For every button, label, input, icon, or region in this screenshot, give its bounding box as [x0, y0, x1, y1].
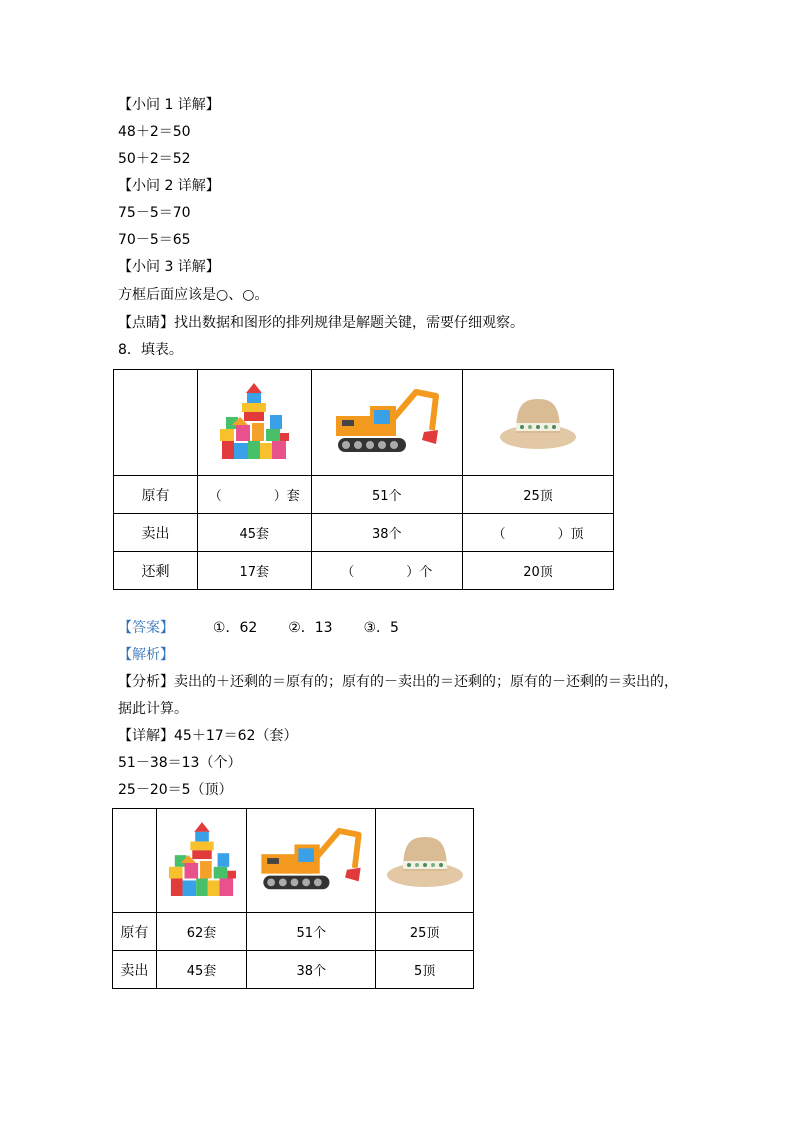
table-cell: 38个 [247, 951, 376, 989]
table-row [114, 552, 614, 590]
table-cell: （ ）顶 [462, 514, 613, 552]
row-label: 卖出 [113, 951, 157, 989]
toy-blocks-icon [167, 820, 237, 902]
table-cell: （ ）套 [198, 476, 312, 514]
detail-3: 25－20＝5（顶） [118, 782, 233, 798]
table-row [113, 913, 474, 951]
table-row [113, 951, 474, 989]
question-table [113, 369, 614, 590]
answer-line [118, 619, 399, 637]
row-label: 还剩 [114, 552, 198, 590]
table-cell: 20顶 [462, 552, 613, 590]
straw-hat-icon [385, 831, 465, 891]
sub2-step-a: 75－5＝70 [118, 205, 191, 221]
answer-3: ③．5 [363, 620, 399, 636]
straw-hat-icon [498, 393, 578, 453]
table-cell: 17套 [198, 552, 312, 590]
empty-header-cell [114, 370, 198, 476]
analysis-tag: 【解析】 [118, 647, 174, 663]
table-cell: 38个 [311, 514, 462, 552]
sub1-step-b: 50＋2＝52 [118, 151, 191, 167]
excavator-icon [332, 386, 442, 460]
table-cell: 45套 [198, 514, 312, 552]
table-cell: （ ）个 [311, 552, 462, 590]
row-label: 原有 [114, 476, 198, 514]
table-cell: 51个 [247, 913, 376, 951]
row-label: 卖出 [114, 514, 198, 552]
excavator-icon [257, 825, 365, 897]
table-cell: 45套 [156, 951, 247, 989]
analysis-text-2: 据此计算。 [118, 701, 188, 717]
detail-2: 51－38＝13（个） [118, 755, 242, 771]
table-row [114, 476, 614, 514]
toy-blocks-icon [218, 381, 290, 465]
table-cell: 51个 [311, 476, 462, 514]
empty-header-cell [113, 809, 157, 913]
answer-table [112, 808, 474, 989]
table-row [114, 514, 614, 552]
tip-text: 【点睛】找出数据和图形的排列规律是解题关键，需要仔细观察。 [118, 315, 524, 331]
row-label: 原有 [113, 913, 157, 951]
table-cell: 5顶 [376, 951, 474, 989]
sub2-title: 【小问 2 详解】 [118, 178, 220, 194]
answer-1: ①．62 [212, 620, 258, 636]
sub3-title: 【小问 3 详解】 [118, 259, 220, 275]
sub3-answer: 方框后面应该是○、○。 [118, 287, 269, 303]
sub1-title: 【小问 1 详解】 [118, 97, 220, 113]
question-8: 8．填表。 [118, 342, 183, 358]
sub1-step-a: 48＋2＝50 [118, 124, 191, 140]
analysis-text-1: 【分析】卖出的＋还剩的＝原有的；原有的－卖出的＝还剩的；原有的－还剩的＝卖出的， [118, 674, 678, 690]
sub2-step-b: 70－5＝65 [118, 232, 191, 248]
table-cell: 62套 [156, 913, 247, 951]
answer-tag: 【答案】 [118, 620, 174, 636]
detail-1: 【详解】45＋17＝62（套） [118, 728, 298, 744]
answer-2: ②．13 [288, 620, 333, 636]
table-cell: 25顶 [376, 913, 474, 951]
table-cell: 25顶 [462, 476, 613, 514]
